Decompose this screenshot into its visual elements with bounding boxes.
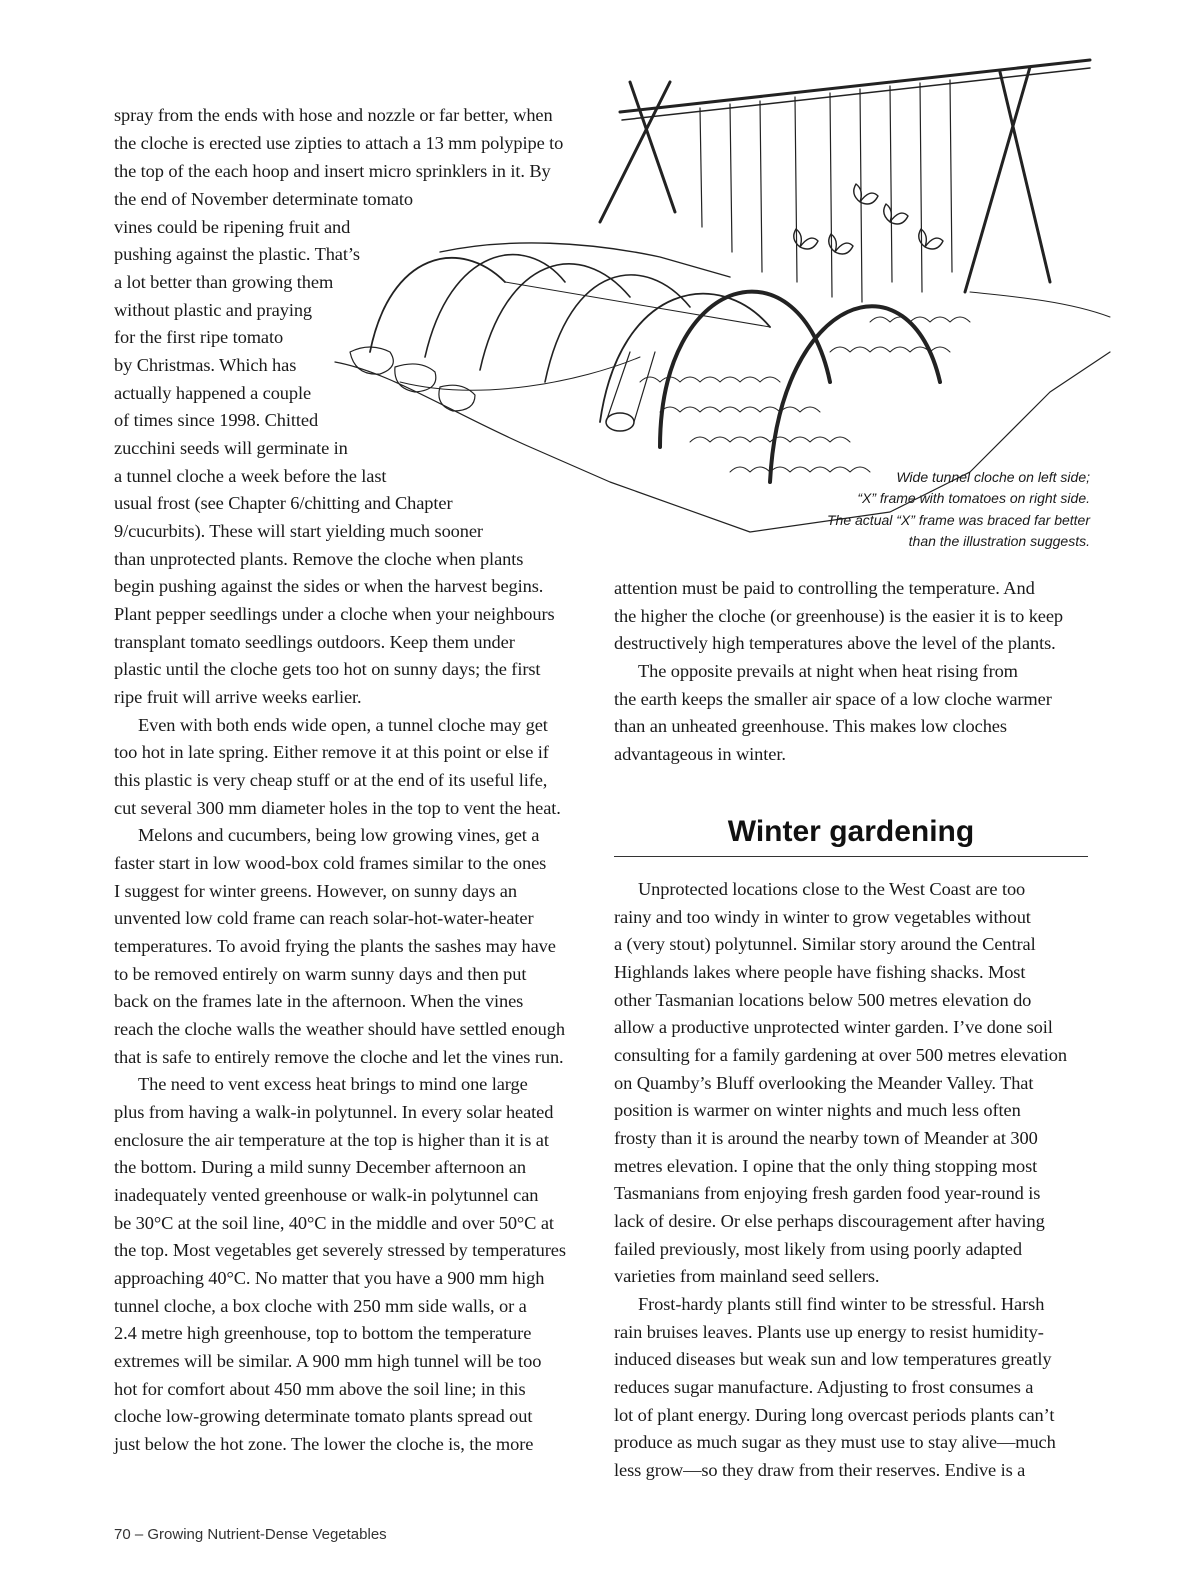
text-line: induced diseases but weak sun and low temperatures greatly (614, 1349, 1052, 1369)
text-line: spray from the ends with hose and nozzle or far better, when (114, 105, 553, 125)
text-line: enclosure the air temperature at the top is higher than it is at (114, 1130, 549, 1150)
text-line: too hot in late spring. Either remove it at this point or else if (114, 742, 549, 762)
text-line: on Quamby’s Bluff overlooking the Meander Valley. That (614, 1073, 1034, 1093)
text-line: temperatures. To avoid frying the plants the sashes may have (114, 936, 556, 956)
text-line: reach the cloche walls the weather should have settled enough (114, 1019, 565, 1039)
text-line: 9/cucurbits). These will start yielding much sooner (114, 521, 483, 541)
caption-line: than the illustration suggests. (908, 532, 1090, 549)
caption-line: The actual “X” frame was braced far better (827, 511, 1090, 528)
text-line: I suggest for winter greens. However, on sunny days an (114, 881, 517, 901)
text-line: the earth keeps the smaller air space of a low cloche warmer (614, 689, 1052, 709)
text-line: ripe fruit will arrive weeks earlier. (114, 687, 362, 707)
text-line: without plastic and praying (114, 300, 313, 320)
text-line: Highlands lakes where people have fishing shacks. Most (614, 962, 1026, 982)
text-line: the cloche is erected use zipties to attach a 13 mm polypipe to (114, 133, 564, 153)
text-line: zucchini seeds will germinate in (114, 438, 348, 458)
text-line: a tunnel cloche a week before the last (114, 466, 387, 486)
text-line: failed previously, most likely from using poorly adapted (614, 1239, 1022, 1259)
text-line: Frost-hardy plants still find winter to be stressful. Harsh (638, 1294, 1045, 1314)
text-line: than an unheated greenhouse. This makes low cloches (614, 716, 1007, 736)
text-line: just below the hot zone. The lower the cloche is, the more (114, 1434, 534, 1454)
text-line: a lot better than growing them (114, 272, 334, 292)
text-line: Unprotected locations close to the West Coast are too (638, 879, 1026, 899)
text-line: by Christmas. Which has (114, 355, 297, 375)
text-line: consulting for a family gardening at over 500 metres elevation (614, 1045, 1067, 1065)
text-line: be 30°C at the soil line, 40°C in the middle and over 50°C at (114, 1213, 554, 1233)
text-line: the top. Most vegetables get severely stressed by temperatures (114, 1240, 566, 1260)
text-line: the top of the each hoop and insert micro sprinklers in it. By (114, 161, 551, 181)
illustration-caption (780, 467, 1090, 552)
text-line: attention must be paid to controlling the temperature. And (614, 578, 1035, 598)
text-line: vines could be ripening fruit and (114, 217, 351, 237)
text-line: Melons and cucumbers, being low growing vines, get a (138, 825, 540, 845)
text-line: of times since 1998. Chitted (114, 410, 319, 430)
text-line: cut several 300 mm diameter holes in the top to vent the heat. (114, 798, 561, 818)
text-line: to be removed entirely on warm sunny days and then put (114, 964, 527, 984)
text-line: Plant pepper seedlings under a cloche when your neighbours (114, 604, 555, 624)
text-line: a (very stout) polytunnel. Similar story around the Central (614, 934, 1036, 954)
caption-line: “X” frame with tomatoes on right side. (857, 490, 1090, 507)
text-line: less grow—so they draw from their reserves. Endive is a (614, 1460, 1026, 1480)
text-line: transplant tomato seedlings outdoors. Keep them under (114, 632, 515, 652)
text-line: frosty than it is around the nearby town of Meander at 300 (614, 1128, 1038, 1148)
text-line: pushing against the plastic. That’s (114, 244, 360, 264)
text-line: allow a productive unprotected winter garden. I’ve done soil (614, 1017, 1053, 1037)
text-line: approaching 40°C. No matter that you have a 900 mm high (114, 1268, 545, 1288)
page-footer: 70 – Growing Nutrient-Dense Vegetables (114, 1526, 387, 1543)
text-line: 2.4 metre high greenhouse, top to bottom the temperature (114, 1323, 532, 1343)
text-line: rainy and too windy in winter to grow vegetables without (614, 907, 1031, 927)
text-line: back on the frames late in the afternoon. When the vines (114, 991, 524, 1011)
section-heading: Winter gardening (727, 815, 975, 848)
text-line: plastic until the cloche gets too hot on sunny days; the first (114, 659, 541, 679)
text-line: lot of plant energy. During long overcast periods plants can’t (614, 1405, 1055, 1425)
text-line: actually happened a couple (114, 383, 312, 403)
caption-line: Wide tunnel cloche on left side; (896, 469, 1090, 485)
text-line: that is safe to entirely remove the cloche and let the vines run. (114, 1047, 564, 1067)
text-line: tunnel cloche, a box cloche with 250 mm side walls, or a (114, 1296, 527, 1316)
text-line: produce as much sugar as they must use to stay alive—much (614, 1432, 1056, 1452)
text-line: The need to vent excess heat brings to mind one large (138, 1074, 528, 1094)
text-line: cloche low-growing determinate tomato plants spread out (114, 1406, 533, 1426)
text-line: destructively high temperatures above the level of the plants. (614, 633, 1056, 653)
text-line: hot for comfort about 450 mm above the soil line; in this (114, 1379, 526, 1399)
text-line: lack of desire. Or else perhaps discouragement after having (614, 1211, 1045, 1231)
text-line: than unprotected plants. Remove the cloche when plants (114, 549, 524, 569)
text-line: Tasmanians from enjoying fresh garden food year-round is (614, 1183, 1041, 1203)
text-line: rain bruises leaves. Plants use up energy to resist humidity- (614, 1322, 1044, 1342)
text-line: plus from having a walk-in polytunnel. In every solar heated (114, 1102, 554, 1122)
text-line: other Tasmanian locations below 500 metres elevation do (614, 990, 1032, 1010)
heading-rule (614, 856, 1088, 857)
text-line: advantageous in winter. (614, 744, 786, 764)
text-line: the end of November determinate tomato (114, 189, 414, 209)
text-line: Even with both ends wide open, a tunnel cloche may get (138, 715, 548, 735)
text-line: begin pushing against the sides or when the harvest begins. (114, 576, 544, 596)
text-line: faster start in low wood-box cold frames similar to the ones (114, 853, 547, 873)
text-line: inadequately vented greenhouse or walk-in polytunnel can (114, 1185, 539, 1205)
text-line: for the first ripe tomato (114, 327, 284, 347)
text-line: position is warmer on winter nights and much less often (614, 1100, 1021, 1120)
text-line: this plastic is very cheap stuff or at the end of its useful life, (114, 770, 548, 790)
text-line: the bottom. During a mild sunny December afternoon an (114, 1157, 526, 1177)
text-line: the higher the cloche (or greenhouse) is the easier it is to keep (614, 606, 1064, 626)
text-line: extremes will be similar. A 900 mm high tunnel will be too (114, 1351, 542, 1371)
text-line: reduces sugar manufacture. Adjusting to frost consumes a (614, 1377, 1034, 1397)
text-line: The opposite prevails at night when heat rising from (638, 661, 1018, 681)
text-line: usual frost (see Chapter 6/chitting and Chapter (114, 493, 453, 513)
text-line: unvented low cold frame can reach solar-hot-water-heater (114, 908, 534, 928)
text-line: metres elevation. I opine that the only thing stopping most (614, 1156, 1038, 1176)
text-line: varieties from mainland seed sellers. (614, 1266, 880, 1286)
